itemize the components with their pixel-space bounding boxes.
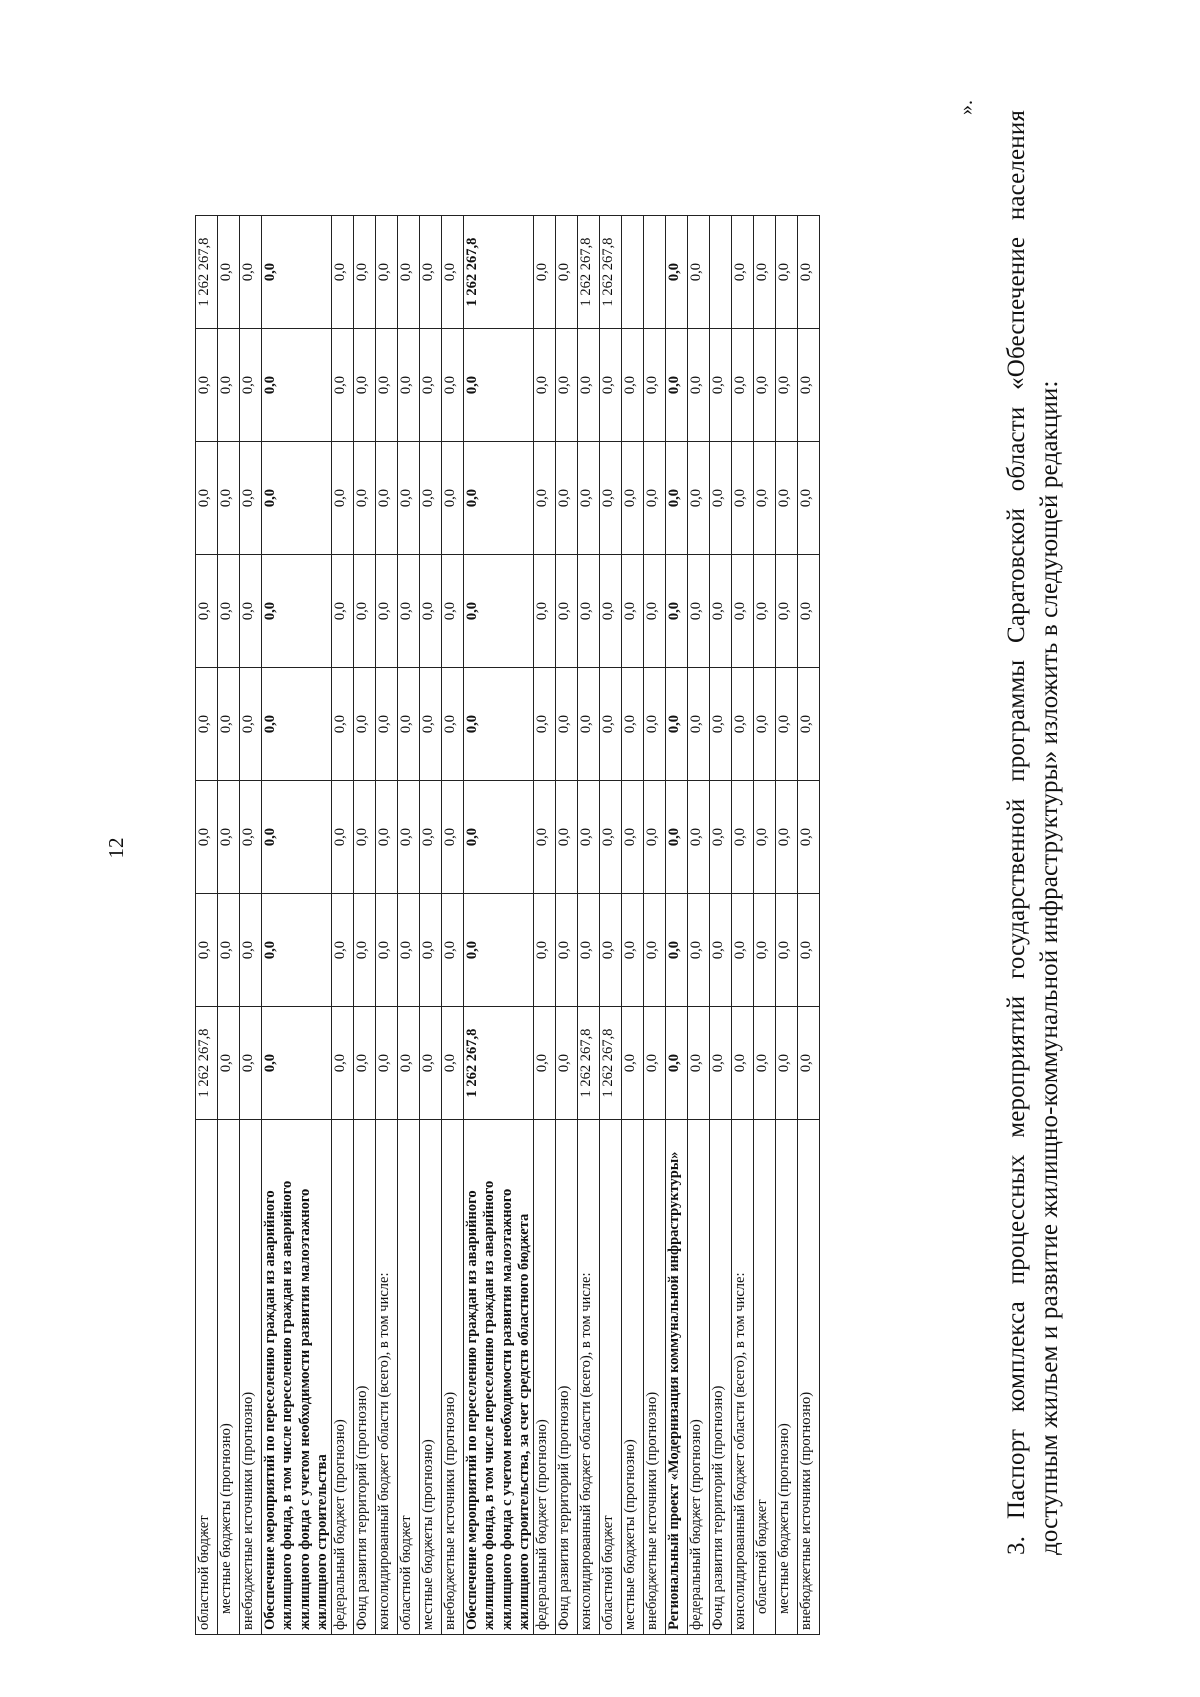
table-row bbox=[798, 216, 820, 1635]
value-cell: 0,0 bbox=[398, 781, 420, 894]
value-cell bbox=[644, 216, 666, 329]
value-cell: 0,0 bbox=[398, 329, 420, 442]
table-row bbox=[534, 216, 556, 1635]
value-cell: 0,0 bbox=[644, 781, 666, 894]
value-cell: 0,0 bbox=[464, 442, 534, 555]
value-cell: 0,0 bbox=[376, 442, 398, 555]
value-cell: 0,0 bbox=[218, 1007, 240, 1120]
value-cell: 0,0 bbox=[262, 668, 332, 781]
value-cell: 0,0 bbox=[688, 442, 710, 555]
value-cell: 0,0 bbox=[332, 329, 354, 442]
value-cell: 0,0 bbox=[376, 1007, 398, 1120]
table-row bbox=[218, 216, 240, 1635]
table-row bbox=[240, 216, 262, 1635]
value-cell: 0,0 bbox=[644, 1007, 666, 1120]
value-cell: 0,0 bbox=[240, 894, 262, 1007]
value-cell: 0,0 bbox=[688, 555, 710, 668]
row-label: внебюджетные источники (прогнозно) bbox=[240, 1120, 262, 1635]
value-cell: 0,0 bbox=[464, 329, 534, 442]
row-label: Фонд развития территорий (прогнозно) bbox=[354, 1120, 376, 1635]
table-row bbox=[688, 216, 710, 1635]
row-label: внебюджетные источники (прогнозно) bbox=[442, 1120, 464, 1635]
value-cell: 0,0 bbox=[776, 1007, 798, 1120]
value-cell: 0,0 bbox=[240, 329, 262, 442]
row-label: Региональный проект «Модернизация коммунальной инфраструктуры» bbox=[666, 1120, 688, 1635]
row-label: внебюджетные источники (прогнозно) bbox=[644, 1120, 666, 1635]
row-label: консолидированный бюджет области (всего), в том числе: bbox=[578, 1120, 600, 1635]
value-cell: 0,0 bbox=[240, 216, 262, 329]
value-cell: 0,0 bbox=[420, 894, 442, 1007]
value-cell: 0,0 bbox=[534, 1007, 556, 1120]
value-cell bbox=[710, 216, 732, 329]
value-cell: 0,0 bbox=[262, 442, 332, 555]
value-cell: 0,0 bbox=[218, 555, 240, 668]
value-cell: 0,0 bbox=[196, 555, 218, 668]
value-cell: 0,0 bbox=[732, 555, 754, 668]
row-label: областной бюджет bbox=[196, 1120, 218, 1635]
value-cell: 0,0 bbox=[578, 781, 600, 894]
value-cell: 1 262 267,8 bbox=[578, 216, 600, 329]
value-cell: 0,0 bbox=[622, 442, 644, 555]
value-cell: 0,0 bbox=[420, 555, 442, 668]
value-cell: 0,0 bbox=[754, 781, 776, 894]
value-cell: 0,0 bbox=[218, 894, 240, 1007]
value-cell: 0,0 bbox=[644, 555, 666, 668]
value-cell: 0,0 bbox=[710, 781, 732, 894]
table-row bbox=[354, 216, 376, 1635]
value-cell: 0,0 bbox=[332, 1007, 354, 1120]
table-row bbox=[262, 216, 332, 1635]
row-label: местные бюджеты (прогнозно) bbox=[776, 1120, 798, 1635]
row-label: местные бюджеты (прогнозно) bbox=[622, 1120, 644, 1635]
value-cell: 0,0 bbox=[754, 555, 776, 668]
table-row bbox=[332, 216, 354, 1635]
value-cell: 1 262 267,8 bbox=[464, 216, 534, 329]
value-cell: 0,0 bbox=[732, 216, 754, 329]
value-cell: 0,0 bbox=[688, 216, 710, 329]
value-cell: 0,0 bbox=[556, 668, 578, 781]
value-cell: 0,0 bbox=[556, 781, 578, 894]
value-cell: 0,0 bbox=[376, 216, 398, 329]
value-cell: 0,0 bbox=[376, 894, 398, 1007]
value-cell: 0,0 bbox=[262, 894, 332, 1007]
value-cell: 0,0 bbox=[776, 555, 798, 668]
table-row bbox=[420, 216, 442, 1635]
value-cell: 0,0 bbox=[442, 781, 464, 894]
budget-table bbox=[195, 215, 820, 1635]
value-cell: 0,0 bbox=[600, 781, 622, 894]
value-cell: 0,0 bbox=[776, 216, 798, 329]
value-cell: 0,0 bbox=[354, 781, 376, 894]
value-cell: 0,0 bbox=[464, 555, 534, 668]
value-cell: 0,0 bbox=[622, 555, 644, 668]
value-cell: 0,0 bbox=[332, 216, 354, 329]
row-label: Обеспечение мероприятий по переселению граждан из аварийного жилищного фонда, в том числе переселению граждан из аварийного жилищного фонда с учетом необходимости развития малоэтажного жилищного строительства, за счет средств областного бюджета bbox=[464, 1120, 534, 1635]
table-row bbox=[578, 216, 600, 1635]
value-cell: 0,0 bbox=[534, 329, 556, 442]
row-label: областной бюджет bbox=[754, 1120, 776, 1635]
row-label: местные бюджеты (прогнозно) bbox=[218, 1120, 240, 1635]
value-cell: 0,0 bbox=[710, 668, 732, 781]
value-cell: 0,0 bbox=[398, 216, 420, 329]
value-cell: 0,0 bbox=[534, 668, 556, 781]
value-cell: 0,0 bbox=[534, 894, 556, 1007]
value-cell: 0,0 bbox=[218, 329, 240, 442]
value-cell: 0,0 bbox=[354, 216, 376, 329]
value-cell: 0,0 bbox=[798, 668, 820, 781]
value-cell: 0,0 bbox=[732, 442, 754, 555]
table-row bbox=[666, 216, 688, 1635]
page-number: 12 bbox=[104, 837, 128, 859]
value-cell: 0,0 bbox=[798, 1007, 820, 1120]
value-cell: 0,0 bbox=[666, 442, 688, 555]
value-cell: 0,0 bbox=[710, 442, 732, 555]
table-row bbox=[710, 216, 732, 1635]
value-cell: 0,0 bbox=[732, 894, 754, 1007]
value-cell: 0,0 bbox=[376, 668, 398, 781]
value-cell: 0,0 bbox=[578, 555, 600, 668]
value-cell: 0,0 bbox=[218, 442, 240, 555]
value-cell: 1 262 267,8 bbox=[600, 1007, 622, 1120]
value-cell: 0,0 bbox=[420, 329, 442, 442]
value-cell: 1 262 267,8 bbox=[600, 216, 622, 329]
value-cell: 0,0 bbox=[262, 216, 332, 329]
value-cell: 0,0 bbox=[622, 668, 644, 781]
value-cell: 0,0 bbox=[754, 1007, 776, 1120]
value-cell: 0,0 bbox=[666, 781, 688, 894]
value-cell: 0,0 bbox=[196, 442, 218, 555]
value-cell: 0,0 bbox=[776, 668, 798, 781]
value-cell: 0,0 bbox=[354, 894, 376, 1007]
value-cell: 0,0 bbox=[666, 555, 688, 668]
value-cell: 0,0 bbox=[600, 555, 622, 668]
value-cell: 0,0 bbox=[644, 442, 666, 555]
value-cell: 1 262 267,8 bbox=[196, 216, 218, 329]
value-cell: 0,0 bbox=[622, 1007, 644, 1120]
row-label: местные бюджеты (прогнозно) bbox=[420, 1120, 442, 1635]
value-cell: 1 262 267,8 bbox=[196, 1007, 218, 1120]
value-cell: 0,0 bbox=[534, 442, 556, 555]
value-cell: 0,0 bbox=[754, 894, 776, 1007]
value-cell: 0,0 bbox=[398, 555, 420, 668]
value-cell: 0,0 bbox=[354, 1007, 376, 1120]
value-cell: 0,0 bbox=[578, 442, 600, 555]
value-cell: 0,0 bbox=[420, 216, 442, 329]
value-cell: 0,0 bbox=[776, 894, 798, 1007]
value-cell: 0,0 bbox=[622, 781, 644, 894]
value-cell: 0,0 bbox=[240, 442, 262, 555]
value-cell bbox=[622, 216, 644, 329]
value-cell: 0,0 bbox=[556, 329, 578, 442]
value-cell: 0,0 bbox=[798, 894, 820, 1007]
paragraph-3: 3. Паспорт комплекса процессных мероприятий государственной программы Саратовской области «Обеспечение населения доступным жильем и развитие жилищно-коммунальной инфраструктуры» изложить в следующей редакции: bbox=[1003, 110, 1063, 1555]
value-cell: 0,0 bbox=[240, 1007, 262, 1120]
value-cell: 0,0 bbox=[398, 894, 420, 1007]
value-cell: 0,0 bbox=[622, 894, 644, 1007]
value-cell: 0,0 bbox=[798, 442, 820, 555]
value-cell: 0,0 bbox=[332, 442, 354, 555]
value-cell: 0,0 bbox=[600, 329, 622, 442]
table-row bbox=[556, 216, 578, 1635]
value-cell: 0,0 bbox=[578, 894, 600, 1007]
table-row bbox=[398, 216, 420, 1635]
table-row bbox=[754, 216, 776, 1635]
rotated-page-content bbox=[50, 75, 1150, 1635]
value-cell: 0,0 bbox=[218, 668, 240, 781]
value-cell: 0,0 bbox=[442, 1007, 464, 1120]
value-cell: 0,0 bbox=[218, 781, 240, 894]
value-cell: 0,0 bbox=[688, 668, 710, 781]
row-label: областной бюджет bbox=[398, 1120, 420, 1635]
table-row bbox=[644, 216, 666, 1635]
table-row bbox=[464, 216, 534, 1635]
value-cell: 0,0 bbox=[710, 1007, 732, 1120]
value-cell: 0,0 bbox=[798, 216, 820, 329]
value-cell: 0,0 bbox=[420, 1007, 442, 1120]
value-cell: 0,0 bbox=[442, 668, 464, 781]
value-cell: 0,0 bbox=[376, 781, 398, 894]
value-cell: 0,0 bbox=[262, 781, 332, 894]
value-cell: 0,0 bbox=[420, 668, 442, 781]
value-cell: 0,0 bbox=[666, 894, 688, 1007]
value-cell: 0,0 bbox=[398, 442, 420, 555]
value-cell: 0,0 bbox=[666, 668, 688, 781]
value-cell: 0,0 bbox=[688, 329, 710, 442]
value-cell: 0,0 bbox=[776, 442, 798, 555]
value-cell: 0,0 bbox=[600, 894, 622, 1007]
value-cell: 0,0 bbox=[666, 216, 688, 329]
value-cell: 0,0 bbox=[798, 329, 820, 442]
value-cell: 0,0 bbox=[442, 329, 464, 442]
value-cell: 0,0 bbox=[354, 668, 376, 781]
value-cell: 0,0 bbox=[376, 329, 398, 442]
value-cell: 0,0 bbox=[262, 329, 332, 442]
value-cell: 0,0 bbox=[534, 216, 556, 329]
value-cell: 0,0 bbox=[464, 781, 534, 894]
row-label: Фонд развития территорий (прогнозно) bbox=[710, 1120, 732, 1635]
value-cell: 0,0 bbox=[754, 216, 776, 329]
value-cell: 0,0 bbox=[196, 781, 218, 894]
value-cell: 0,0 bbox=[776, 329, 798, 442]
value-cell: 0,0 bbox=[732, 668, 754, 781]
value-cell: 0,0 bbox=[556, 216, 578, 329]
value-cell: 0,0 bbox=[534, 555, 556, 668]
value-cell: 0,0 bbox=[196, 668, 218, 781]
value-cell: 0,0 bbox=[534, 781, 556, 894]
value-cell: 0,0 bbox=[776, 781, 798, 894]
row-label: внебюджетные источники (прогнозно) bbox=[798, 1120, 820, 1635]
value-cell: 0,0 bbox=[354, 442, 376, 555]
value-cell: 0,0 bbox=[442, 555, 464, 668]
value-cell: 0,0 bbox=[332, 781, 354, 894]
value-cell: 0,0 bbox=[688, 894, 710, 1007]
value-cell: 0,0 bbox=[644, 668, 666, 781]
row-label: консолидированный бюджет области (всего), в том числе: bbox=[376, 1120, 398, 1635]
value-cell: 0,0 bbox=[732, 781, 754, 894]
table-row bbox=[622, 216, 644, 1635]
table-row bbox=[196, 216, 218, 1635]
value-cell: 0,0 bbox=[732, 1007, 754, 1120]
row-label: Обеспечение мероприятий по переселению граждан из аварийного жилищного фонда, в том числе переселению граждан из аварийного жилищного фонда с учетом необходимости развития малоэтажного жилищного строительства bbox=[262, 1120, 332, 1635]
value-cell: 1 262 267,8 bbox=[578, 1007, 600, 1120]
value-cell: 1 262 267,8 bbox=[464, 1007, 534, 1120]
value-cell: 0,0 bbox=[688, 1007, 710, 1120]
value-cell: 0,0 bbox=[420, 442, 442, 555]
value-cell: 0,0 bbox=[578, 329, 600, 442]
value-cell: 0,0 bbox=[688, 781, 710, 894]
value-cell: 0,0 bbox=[754, 668, 776, 781]
value-cell: 0,0 bbox=[666, 329, 688, 442]
row-label: консолидированный бюджет области (всего), в том числе: bbox=[732, 1120, 754, 1635]
row-label: федеральный бюджет (прогнозно) bbox=[332, 1120, 354, 1635]
value-cell: 0,0 bbox=[442, 216, 464, 329]
value-cell: 0,0 bbox=[798, 555, 820, 668]
value-cell: 0,0 bbox=[196, 329, 218, 442]
value-cell: 0,0 bbox=[262, 555, 332, 668]
row-label: областной бюджет bbox=[600, 1120, 622, 1635]
table-row bbox=[776, 216, 798, 1635]
table-row bbox=[732, 216, 754, 1635]
value-cell: 0,0 bbox=[798, 781, 820, 894]
value-cell: 0,0 bbox=[332, 668, 354, 781]
row-label: федеральный бюджет (прогнозно) bbox=[688, 1120, 710, 1635]
value-cell: 0,0 bbox=[600, 442, 622, 555]
table-row bbox=[442, 216, 464, 1635]
value-cell: 0,0 bbox=[710, 894, 732, 1007]
value-cell: 0,0 bbox=[354, 555, 376, 668]
closing-quote: ». bbox=[955, 100, 977, 115]
value-cell: 0,0 bbox=[420, 781, 442, 894]
value-cell: 0,0 bbox=[218, 216, 240, 329]
row-label: Фонд развития территорий (прогнозно) bbox=[556, 1120, 578, 1635]
table-body bbox=[196, 216, 820, 1635]
value-cell: 0,0 bbox=[398, 1007, 420, 1120]
row-label: федеральный бюджет (прогнозно) bbox=[534, 1120, 556, 1635]
value-cell: 0,0 bbox=[442, 894, 464, 1007]
value-cell: 0,0 bbox=[666, 1007, 688, 1120]
value-cell: 0,0 bbox=[262, 1007, 332, 1120]
value-cell: 0,0 bbox=[644, 329, 666, 442]
value-cell: 0,0 bbox=[754, 329, 776, 442]
value-cell: 0,0 bbox=[464, 668, 534, 781]
value-cell: 0,0 bbox=[442, 442, 464, 555]
value-cell: 0,0 bbox=[710, 555, 732, 668]
value-cell: 0,0 bbox=[332, 894, 354, 1007]
value-cell: 0,0 bbox=[240, 781, 262, 894]
value-cell: 0,0 bbox=[354, 329, 376, 442]
table-row bbox=[600, 216, 622, 1635]
value-cell: 0,0 bbox=[710, 329, 732, 442]
value-cell: 0,0 bbox=[556, 1007, 578, 1120]
value-cell: 0,0 bbox=[464, 894, 534, 1007]
value-cell: 0,0 bbox=[556, 555, 578, 668]
table-row bbox=[376, 216, 398, 1635]
value-cell: 0,0 bbox=[240, 555, 262, 668]
value-cell: 0,0 bbox=[196, 894, 218, 1007]
value-cell: 0,0 bbox=[376, 555, 398, 668]
value-cell: 0,0 bbox=[644, 894, 666, 1007]
value-cell: 0,0 bbox=[754, 442, 776, 555]
value-cell: 0,0 bbox=[332, 555, 354, 668]
value-cell: 0,0 bbox=[556, 442, 578, 555]
value-cell: 0,0 bbox=[556, 894, 578, 1007]
value-cell: 0,0 bbox=[578, 668, 600, 781]
value-cell: 0,0 bbox=[398, 668, 420, 781]
value-cell: 0,0 bbox=[732, 329, 754, 442]
value-cell: 0,0 bbox=[240, 668, 262, 781]
value-cell: 0,0 bbox=[600, 668, 622, 781]
value-cell: 0,0 bbox=[622, 329, 644, 442]
